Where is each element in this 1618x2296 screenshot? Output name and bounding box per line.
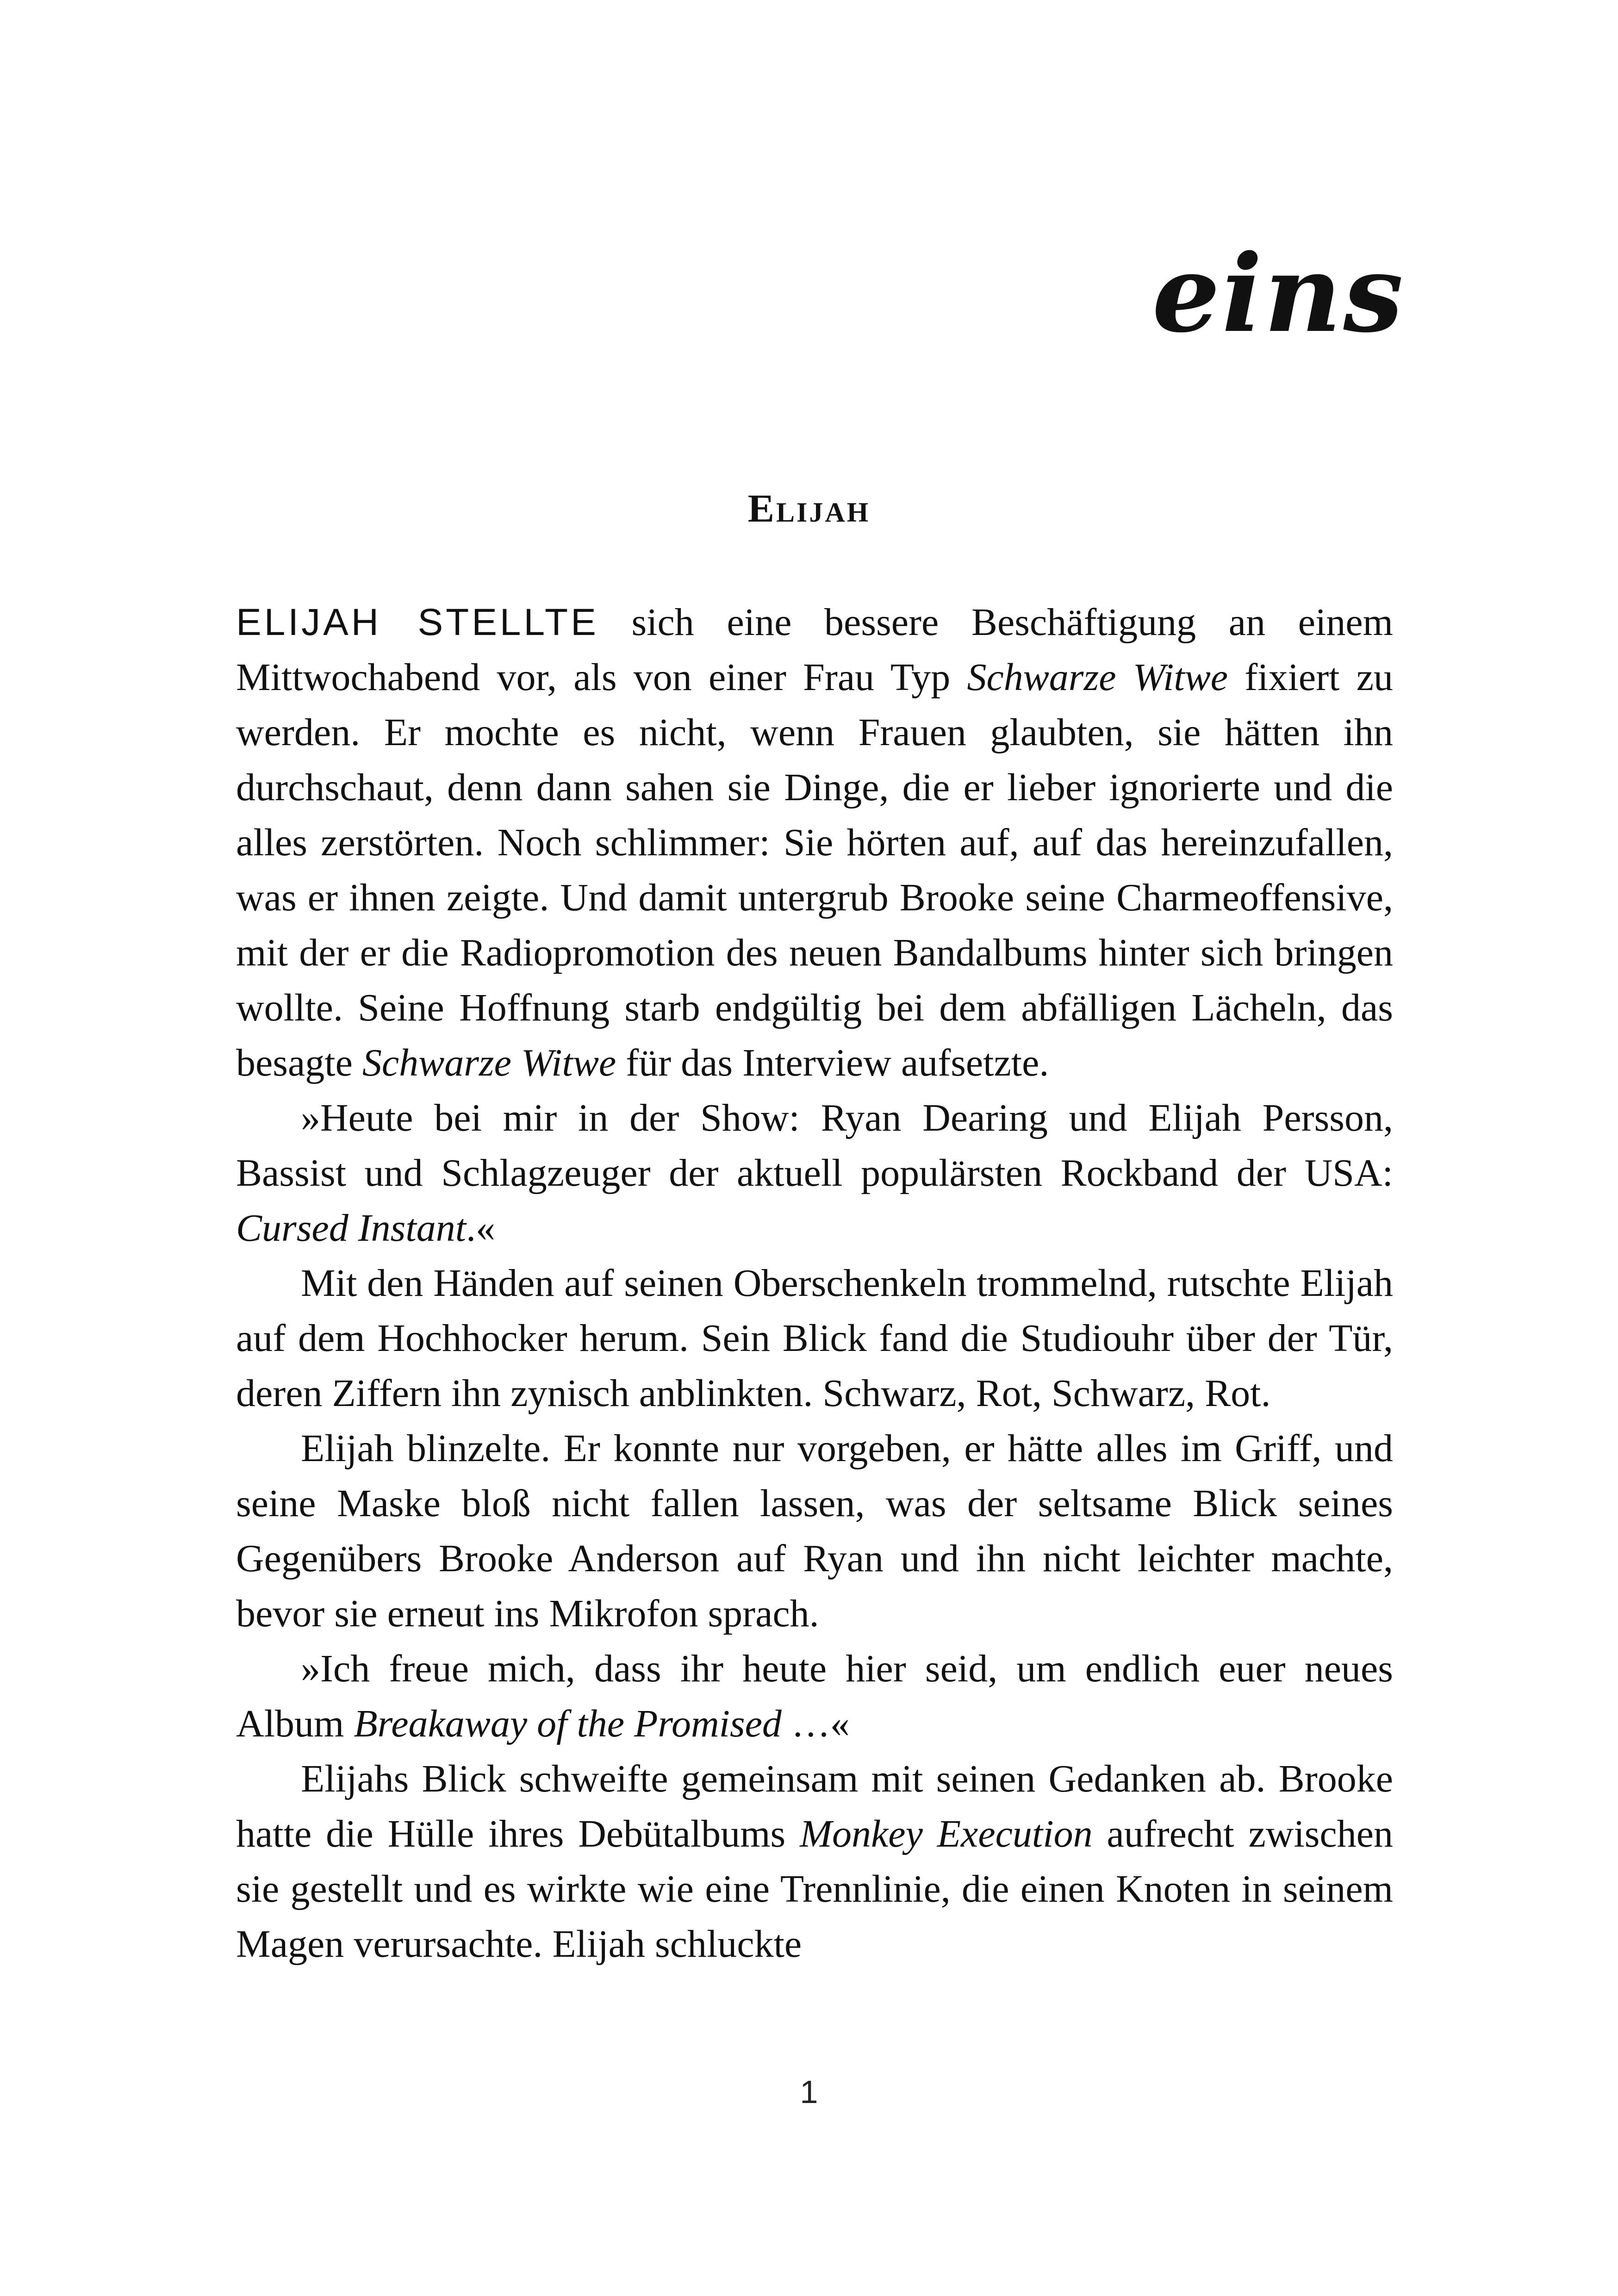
chapter-title: eins (1152, 231, 1405, 356)
chapter-lead-in: ELIJAH STELLTE (236, 601, 599, 643)
italic-title: Cursed Instant (236, 1207, 467, 1250)
paragraph (236, 595, 1393, 1090)
paragraph (236, 1256, 1393, 1421)
paragraph (236, 1090, 1393, 1256)
text-run: Mit den Händen auf seinen Oberschenkeln trommelnd, rutschte Elijah auf dem Hochhocker herum. Sein Blick fand die Studiouhr über der Tür, deren Ziffern ihn zynisch anblinkten. Schwarz, Rot, Schwarz, Rot. (236, 1262, 1393, 1415)
italic-title: Schwarze Witwe (967, 656, 1228, 699)
text-run: »Ich freue mich, dass ihr heute hier seid, um endlich euer neues Album (236, 1647, 1393, 1745)
text-run: …« (781, 1702, 850, 1745)
text-run: aufrecht zwischen sie gestellt und es wirkte wie eine Trennlinie, die einen Knoten in seinem Magen verursachte. Elijah schluckte (236, 1812, 1393, 1966)
italic-title: Schwarze Witwe (362, 1041, 616, 1084)
paragraph (236, 1641, 1393, 1751)
text-run: Elijahs Blick schweifte gemeinsam mit seinen Gedanken ab. Brooke hatte die Hülle ihres Debütalbums (236, 1757, 1393, 1855)
italic-title: Monkey Execution (800, 1812, 1093, 1855)
italic-title: Breakaway of the Promised (354, 1702, 782, 1745)
text-run: .« (466, 1207, 496, 1250)
page-number: 1 (800, 2074, 818, 2110)
chapter-body (236, 595, 1393, 1972)
paragraph (236, 1421, 1393, 1641)
pov-character-heading: Elijah (747, 486, 871, 530)
paragraph (236, 1751, 1393, 1972)
text-run: Elijah blinzelte. Er konnte nur vorgeben, er hätte alles im Griff, und seine Maske bloß nicht fallen lassen, was der seltsame Blick seines Gegenübers Brooke Anderson auf Ryan und ihn nicht leichter machte, bevor sie erneut ins Mikrofon sprach. (236, 1427, 1393, 1635)
text-run: fixiert zu werden. Er mochte es nicht, wenn Frauen glaubten, sie hätten ihn durchschaut, denn dann sahen sie Dinge, die er lieber ignorierte und die alles zerstörten. Noch schlimmer: Sie hörten auf, auf das hereinzufallen, was er ihnen zeigte. Und damit untergrub Brooke seine Charmeoffensive, mit der er die Radiopromotion des neuen Bandalbums hinter sich bringen wollte. Seine Hoffnung starb endgültig bei dem abfälligen Lächeln, das besagte (236, 656, 1394, 1084)
text-run: »Heute bei mir in der Show: Ryan Dearing und Elijah Persson, Bassist und Schlagzeuger der aktuell populärsten Rockband der USA: (236, 1096, 1393, 1195)
text-run: für das Interview aufsetzte. (616, 1041, 1049, 1084)
text-run: sich eine bessere Beschäftigung an einem Mittwochabend vor, als von einer Frau Typ (236, 601, 1394, 699)
